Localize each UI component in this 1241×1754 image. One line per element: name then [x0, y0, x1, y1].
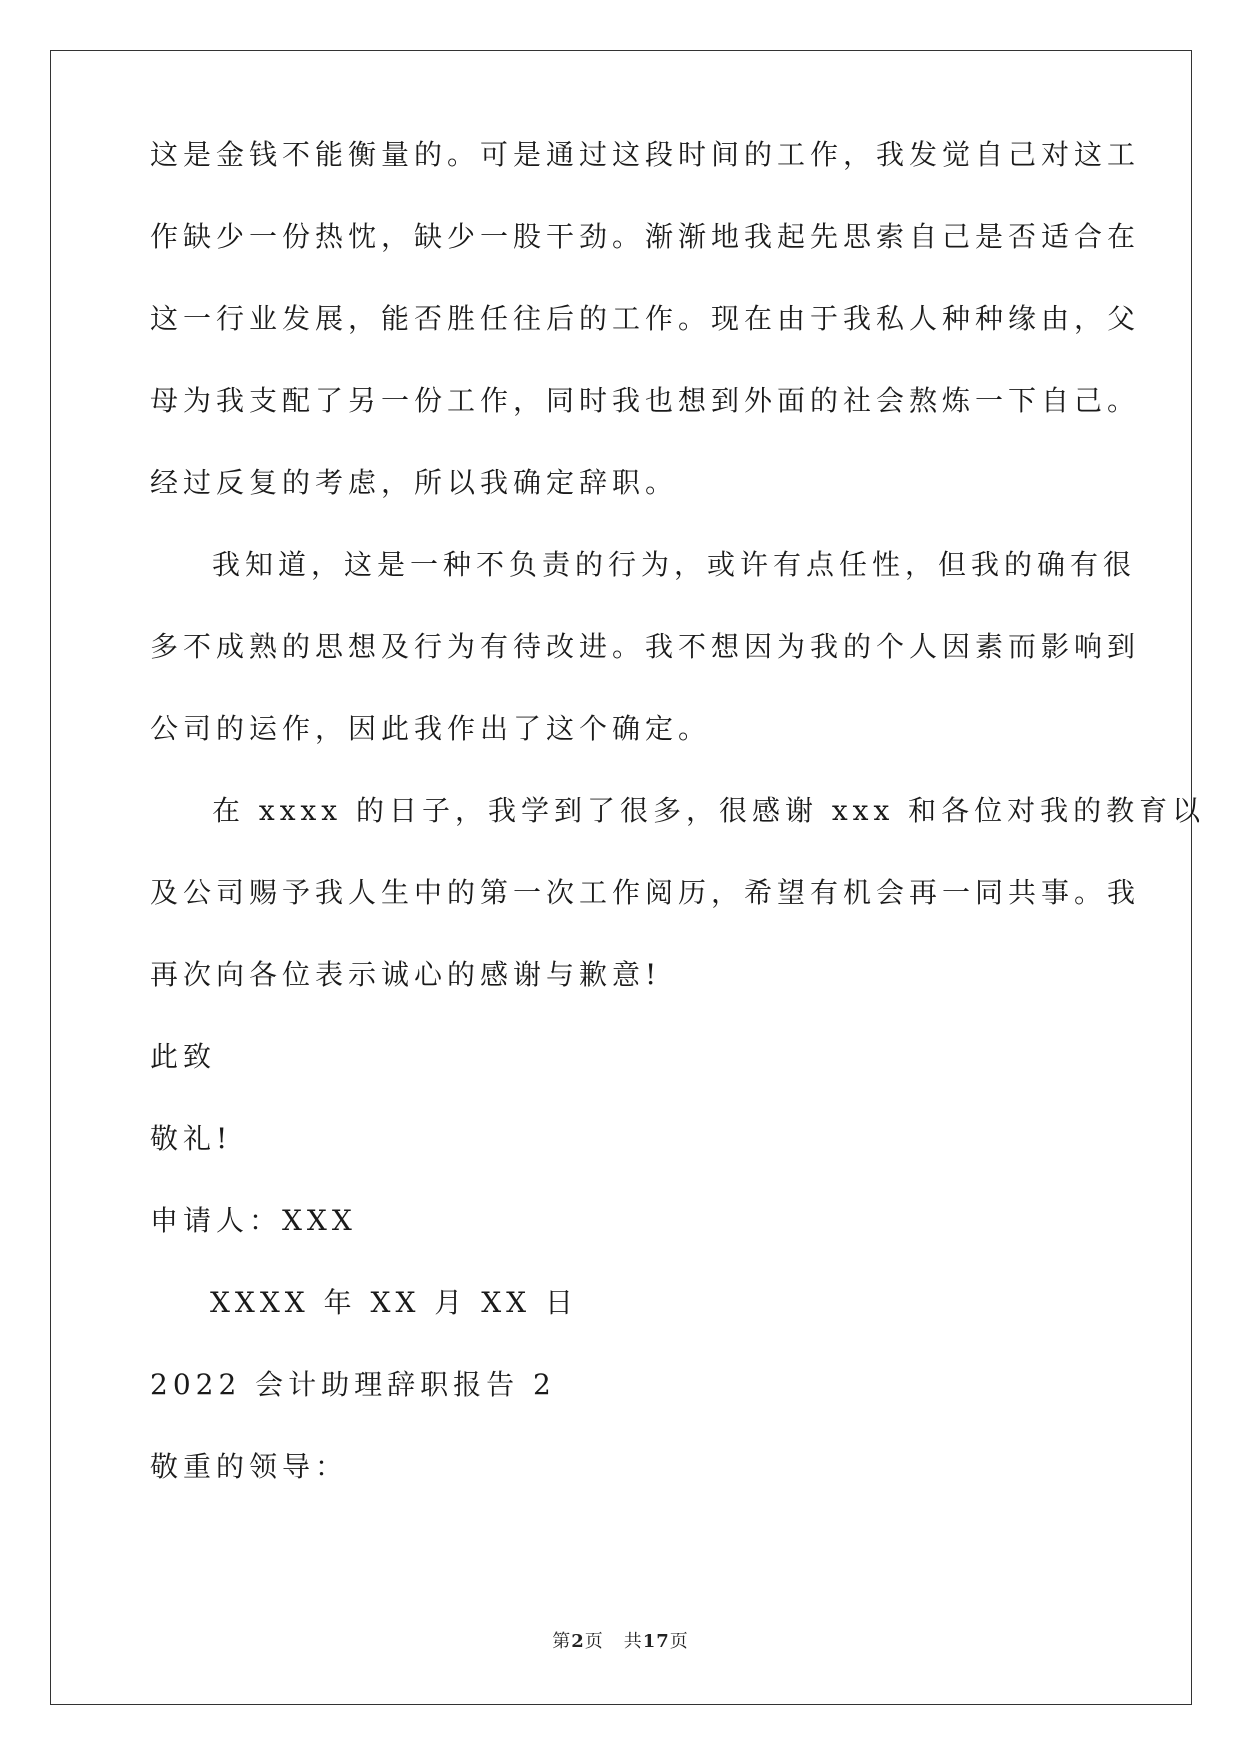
page-footer — [0, 1627, 1241, 1653]
paragraph-line: 我知道，这是一种不负责的行为，或许有点任性，但我的确有很 — [212, 548, 1137, 581]
footer-total-suffix: 页 — [669, 1631, 689, 1652]
closing-salutation: 此致 — [150, 1040, 217, 1073]
greeting: 敬重的领导： — [150, 1450, 349, 1483]
paragraph-line: 母为我支配了另一份工作，同时我也想到外面的社会熬炼一下自己。 — [150, 384, 1141, 417]
applicant-signature: 申请人：XXX — [150, 1204, 357, 1237]
footer-prefix: 第 — [552, 1631, 572, 1652]
document-body — [150, 138, 1206, 1508]
paragraph-line: 公司的运作，因此我作出了这个确定。 — [150, 712, 712, 745]
paragraph-line: 多不成熟的思想及行为有待改进。我不想因为我的个人因素而影响到 — [150, 630, 1141, 663]
footer-page-suffix: 页 — [584, 1631, 604, 1652]
paragraph-line: 这一行业发展，能否胜任往后的工作。现在由于我私人种种缘由，父 — [150, 302, 1141, 335]
paragraph-line: 这是金钱不能衡量的。可是通过这段时间的工作，我发觉自己对这工 — [150, 138, 1141, 171]
page-number: 2 — [571, 1631, 585, 1652]
paragraph-line: 及公司赐予我人生中的第一次工作阅历，希望有机会再一同共事。我 — [150, 876, 1141, 909]
closing-regards: 敬礼! — [150, 1122, 233, 1155]
paragraph-line: 作缺少一份热忱，缺少一股干劲。渐渐地我起先思索自己是否适合在 — [150, 220, 1141, 253]
footer-total-prefix: 共 — [623, 1631, 643, 1652]
paragraph-line: 经过反复的考虑，所以我确定辞职。 — [150, 466, 679, 499]
total-pages: 17 — [642, 1631, 670, 1652]
paragraph-line: 在 xxxx 的日子，我学到了很多，很感谢 xxx 和各位对我的教育以 — [212, 794, 1206, 827]
paragraph-line: 再次向各位表示诚心的感谢与歉意! — [150, 958, 662, 991]
section-title: 2022 会计助理辞职报告 2 — [150, 1368, 556, 1401]
signature-date: XXXX 年 XX 月 XX 日 — [210, 1286, 578, 1319]
